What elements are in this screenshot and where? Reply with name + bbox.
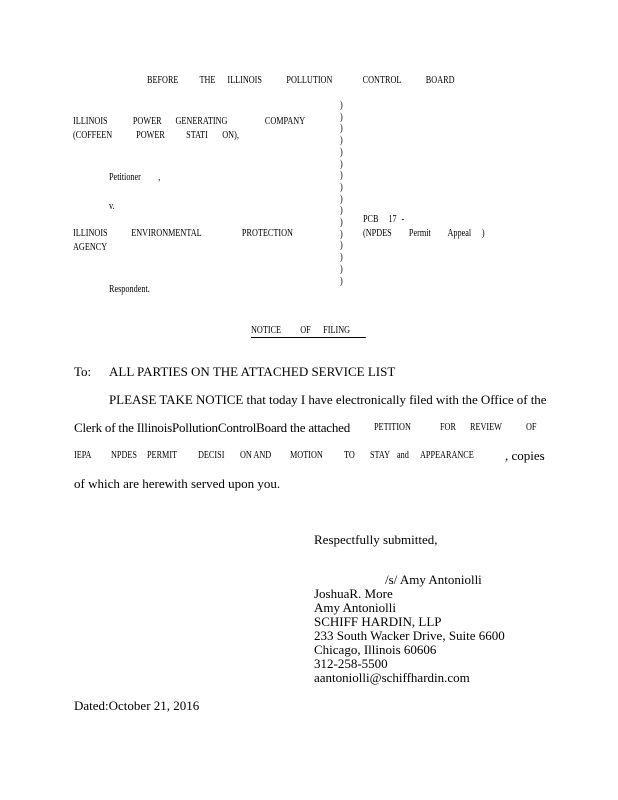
petition-caps-word: OF [526,422,537,433]
petitioner-word: POWER [136,130,165,141]
petition-caps-word: REVIEW [470,422,502,433]
heading-word: BOARD [425,75,455,86]
decision-caps-word: STAY [370,450,391,461]
notice-title-word: FILING [323,325,351,336]
signature-line: /s/ Amy Antoniolli [385,572,482,587]
respondent-label: Respondent. [109,284,150,295]
firm-street: 233 South Wacker Drive, Suite 6600 [314,628,505,643]
body-line-3-end: , copies [505,448,545,463]
petitioner-word: GENERATING [175,116,228,127]
petition-caps-word: FOR [440,422,456,433]
petitioner-word: ON), [222,130,239,141]
heading-word: POLLUTION [286,75,333,86]
body-line-2-start: Clerk of the IllinoisPollutionControlBoard the attached [74,420,351,435]
notice-title-word: OF [300,325,311,336]
body-line-3 [74,449,574,463]
attorney-email: aantoniolli@schiffhardin.com [314,670,470,685]
firm-city: Chicago, Illinois 60606 [314,642,437,657]
respondent-word: PROTECTION [241,228,293,239]
case-number-word: PCB [363,214,379,225]
petitioner-word: POWER [132,116,162,127]
respondent-word: ENVIRONMENTAL [131,228,202,239]
case-number-word: - [401,214,405,225]
notice-title [251,326,366,338]
petitioner-word: (COFFEEN [73,130,113,141]
attorney-name-2: Amy Antoniolli [314,600,396,615]
caption-parentheses: ) ) ) ) ) ) ) ) ) ) ) ) ) ) ) ) [340,100,343,287]
body-line-1: PLEASE TAKE NOTICE that today I have electronically filed with the Office of the [109,392,547,407]
petitioner-comma: , [158,172,161,183]
respondent-word: ILLINOIS [73,228,108,239]
dated-line: Dated:October 21, 2016 [74,698,200,713]
firm-name: SCHIFF HARDIN, LLP [314,614,442,629]
heading-word: CONTROL [362,75,402,86]
versus: v. [109,201,115,212]
decision-caps-word: TO [344,450,355,461]
heading-word: ILLINOIS [227,75,262,86]
case-type-word: Permit [408,228,431,239]
decision-caps-word: IEPA [74,450,92,461]
signature-block [314,587,505,685]
firm-phone: 312-258-5500 [314,656,388,671]
petitioner-word: COMPANY [264,116,306,127]
body-line-2 [74,421,574,435]
petitioner-word: ILLINOIS [73,116,108,127]
case-type-word: Appeal [447,228,472,239]
case-number-word: 17 [388,214,397,225]
to-label: To: [74,364,92,379]
case-type-word: ) [481,228,485,239]
heading-word: THE [199,75,216,86]
heading-word: BEFORE [147,75,179,86]
decision-caps-word: ON AND [240,450,272,461]
attorney-name-1: JoshuaR. More [314,586,393,601]
body-line-4: of which are herewith served upon you. [74,476,281,491]
decision-caps-word: PERMIT [147,450,178,461]
petition-caps-word: PETITION [374,422,411,433]
closing: Respectfully submitted, [314,532,438,547]
petitioner-word: STATI [186,130,208,141]
decision-caps-word: NPDES [111,450,137,461]
decision-caps-word: MOTION [290,450,323,461]
decision-caps-word: DECISI [198,450,225,461]
petitioner-label [109,172,161,183]
notice-title-word: NOTICE [251,325,282,336]
petitioner-label-text: Petitioner [109,172,141,183]
case-type-word: (NPDES [363,228,392,239]
decision-caps-word: APPEARANCE [420,450,474,461]
decision-caps-word: and [397,450,409,461]
to-value: ALL PARTIES ON THE ATTACHED SERVICE LIST [109,364,396,379]
respondent-name-line2: AGENCY [73,242,108,253]
